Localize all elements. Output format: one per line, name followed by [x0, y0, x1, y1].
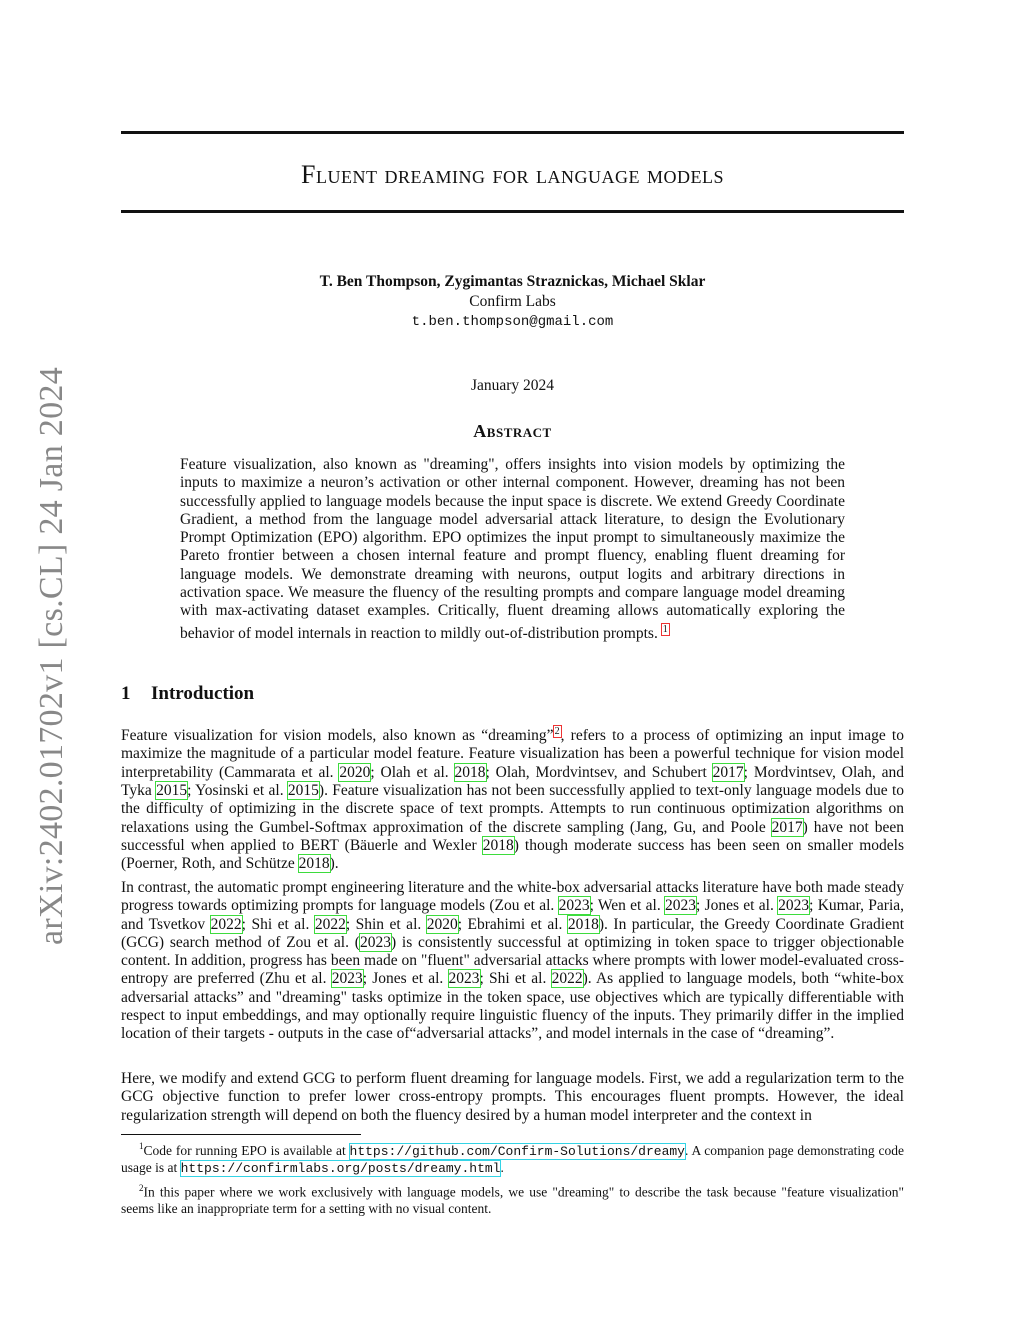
citation-link[interactable]: 2022 [314, 915, 346, 933]
intro-paragraph-1 [121, 723, 904, 874]
citation-link[interactable]: 2023 [359, 933, 391, 951]
author-names: T. Ben Thompson, Zygimantas Straznickas, Michael Sklar [319, 273, 706, 290]
citation-link[interactable]: 2023 [664, 897, 696, 915]
affiliation: Confirm Labs [469, 293, 556, 310]
text-run: ; Olah, Mordvintsev, and Schubert [485, 763, 713, 781]
text-run: ; Ebrahimi et al. [457, 915, 568, 933]
citation-link[interactable]: 2017 [771, 818, 803, 836]
footnote-2 [121, 1180, 904, 1218]
footnote-1 [121, 1138, 904, 1178]
citation-link[interactable]: 2020 [426, 915, 458, 933]
section-heading-introduction [121, 683, 254, 705]
intro-paragraph-3: Here, we modify and extend GCG to perform fluent dreaming for language models. First, we add a regularization term to the GCG objective function to prefer lower cross-entropy prompts. This encourages fluent prompts. However, the ideal regularization strength will depend on both the fluency desired by a human model interpreter and the context in [121, 1070, 904, 1124]
text-run: ; Shi et al. [479, 970, 552, 988]
text-run: ). [329, 855, 339, 873]
title-rule-top [121, 131, 904, 134]
text-run: ; Shi et al. [241, 915, 315, 933]
text-run: In contrast, the automatic prompt engineering literature and the white-box adversarial attacks literature have both made steady progress towards optimizing prompts for language models (Zou et al. [121, 879, 904, 915]
citation-link[interactable]: 2023 [778, 897, 810, 915]
text-run: ; Mordvintsev, Olah, and Tyka [121, 763, 904, 800]
text-run: Feature visualization for vision models, also known as “dreaming” [121, 727, 554, 745]
text-run: ; Jones et al. [362, 970, 449, 988]
citation-link[interactable]: 2023 [448, 970, 480, 988]
citation-link[interactable]: 2018 [454, 763, 486, 781]
text-run: ; Jones et al. [695, 897, 779, 915]
text-run: ; Olah et al. [370, 763, 455, 781]
text-run: ). In particular, the Greedy Coordinate Gradient (GCG) search method of Zou et al. ( [121, 915, 905, 951]
footnote-marker: 1 [139, 1141, 144, 1151]
author-block [121, 272, 904, 332]
paper-title: Fluent dreaming for language models [301, 160, 724, 189]
footnotes [121, 1138, 904, 1219]
text-run: ). As applied to language models, both “white-box adversarial attacks” and "dreaming" tasks optimize in the token space, use objectives which are typically differentiable with respect to input embeddings, and may optionally require linguistic fluency of the inputs. They primarily differ in the implied location of their targets - outputs in the case of“adversarial attacks”, and model internals in the case of “dreaming”. [121, 970, 904, 1043]
footnote-link-2[interactable]: 2 [554, 726, 560, 737]
text-run: ; Yosinski et al. [187, 782, 288, 800]
arxiv-identifier: arXiv:2402.01702v1 [cs.CL] 24 Jan 2024 [33, 367, 70, 945]
footnote-text [121, 1184, 904, 1216]
citation-link[interactable]: 2015 [156, 782, 188, 800]
text-run: ). Feature visualization has not been successfully applied to text-only language models due to the difficulty of optimizing in the discrete space of text prompts. Attempts to run continuous optimization algorithms on relaxations using the Gumbel-Softmax approximation of the discrete sampling (Jang, Gu, and Poole [121, 782, 905, 836]
text-run: ; Shin et al. [345, 915, 427, 933]
footnote-rule [121, 1134, 361, 1135]
text-run: In this paper where we work exclusively with language models, we use "dreaming" to describe the task because "feature visualization" seems like an inappropriate term for a setting with no visual content. [121, 1184, 904, 1216]
citation-link[interactable]: 2018 [567, 915, 599, 933]
text-run: ) is consistently successful at optimizing in token space to trigger objectionable content. In addition, progress has been made on "fluent" adversarial attacks where prompts with lower model-evaluated cross-entropy are preferred (Zhu et al. [121, 933, 904, 988]
intro-paragraph-2 [121, 879, 904, 1044]
section-number: 1 [121, 683, 131, 704]
citation-link[interactable]: 2022 [551, 970, 583, 988]
text-run: ) though moderate success has been seen on smaller models (Poerner, Roth, and Schütze [121, 836, 904, 873]
text-run: . A companion page demonstrating code usage is at [121, 1142, 904, 1175]
citation-link[interactable]: 2020 [339, 763, 371, 781]
text-run: ; Wen et al. [589, 897, 665, 915]
text-run: ; Kumar, Paria, and Tsvetkov [121, 897, 905, 933]
url-link[interactable]: https://github.com/Confirm-Solutions/dreamy [349, 1143, 685, 1159]
citation-link[interactable]: 2023 [331, 970, 363, 988]
text-run: , refers to a process of optimizing an input image to maximize the magnitude of a particular model feature. Feature visualization has been a powerful technique for vision model interpretability (Cammarata et al. [121, 727, 904, 781]
text-run: . [500, 1160, 504, 1175]
paper-date: January 2024 [470, 377, 555, 394]
footnote-link-1[interactable]: 1 [662, 623, 668, 635]
text-run: ) have not been successful when applied to BERT (Bäuerle and Wexler [121, 818, 904, 854]
citation-link[interactable]: 2018 [298, 855, 330, 873]
citation-link[interactable]: 2023 [558, 897, 590, 915]
citation-link[interactable]: 2018 [482, 836, 514, 854]
url-link[interactable]: https://confirmlabs.org/posts/dreamy.html [180, 1161, 501, 1176]
abstract-text: Feature visualization, also known as "dreaming", offers insights into vision models by optimizing the inputs to maximize a neuron’s activation or other internal component. However, dreaming has not been successfully applied to language models because the input space is discrete. We extend Greedy Coordinate Gradient, a method from the language model adversarial attack literature, to design the Evolutionary Prompt Optimization (EPO) algorithm. EPO optimizes the input prompt to simultaneously maximize the Pareto frontier between a chosen internal feature and prompt fluency, enabling fluent dreaming for language models. We demonstrate dreaming with neurons, output logits and arbitrary directions in activation space. We measure the fluency of the resulting prompts and compare language model dreaming with max-activating dataset examples. Critically, fluent dreaming allows automatically exploring the behavior of model internals in reaction to mildly out-of-distribution prompts. [180, 456, 845, 642]
citation-link[interactable]: 2015 [287, 782, 319, 800]
abstract-body [180, 456, 845, 643]
text-run: Code for running EPO is available at [143, 1142, 350, 1158]
abstract-heading: Abstract [473, 421, 552, 441]
footnote-marker: 2 [139, 1182, 144, 1193]
citation-link[interactable]: 2022 [210, 915, 242, 933]
author-email[interactable]: t.ben.thompson@gmail.com [411, 314, 614, 330]
title-rule-bottom [121, 210, 904, 213]
citation-link[interactable]: 2017 [712, 763, 744, 781]
section-title: Introduction [151, 683, 255, 704]
footnote-text [121, 1143, 904, 1176]
